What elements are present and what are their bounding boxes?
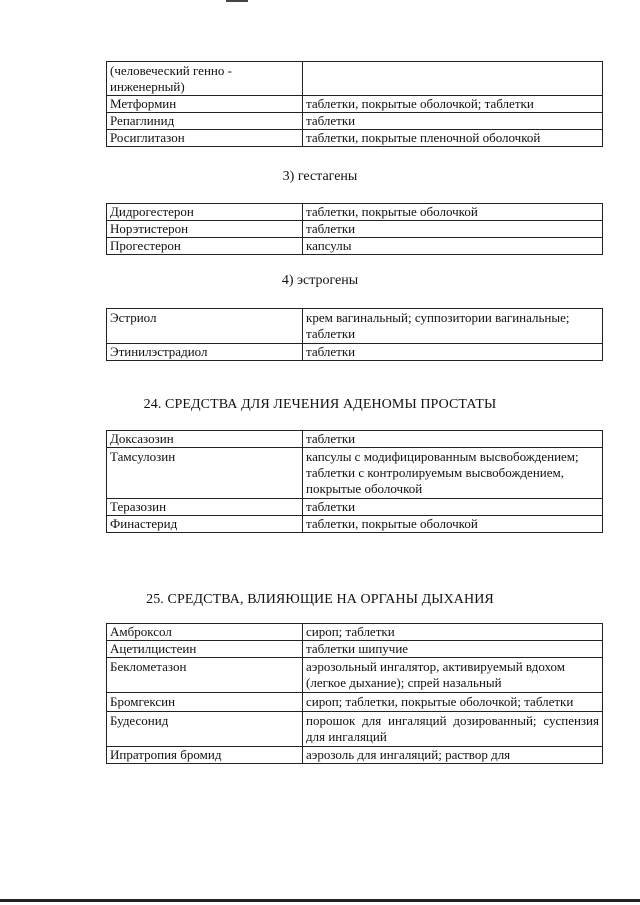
drug-name: Теразозин <box>107 499 303 516</box>
drug-form: таблетки <box>303 431 603 448</box>
table-row <box>107 641 603 658</box>
drug-form: таблетки <box>303 344 603 361</box>
drug-name: Метформин <box>107 96 303 113</box>
drug-form: крем вагинальный; суппозитории вагинальные; таблетки <box>303 309 603 344</box>
table-row <box>107 712 603 747</box>
drug-form: таблетки <box>303 113 603 130</box>
drug-form: сироп; таблетки, покрытые оболочкой; таблетки <box>303 693 603 712</box>
drug-name: (человеческий генно - инженерный) <box>107 62 303 96</box>
section-title-24: 24. СРЕДСТВА ДЛЯ ЛЕЧЕНИЯ АДЕНОМЫ ПРОСТАТЫ <box>143 397 497 412</box>
drug-name: Финастерид <box>107 516 303 533</box>
drug-form: таблетки, покрытые оболочкой; таблетки <box>303 96 603 113</box>
drug-form: таблетки, покрытые оболочкой <box>303 204 603 221</box>
drug-table-continuation <box>106 61 603 147</box>
drug-name: Бромгексин <box>107 693 303 712</box>
drug-name: Будесонид <box>107 712 303 747</box>
drug-form: порошок для ингаляций дозированный; суспензия для ингаляций <box>303 712 603 747</box>
table-row <box>107 693 603 712</box>
table-row <box>107 62 603 96</box>
table-row <box>107 448 603 499</box>
drug-form: аэрозоль для ингаляций; раствор для <box>303 747 603 764</box>
table-row <box>107 344 603 361</box>
drug-name: Доксазозин <box>107 431 303 448</box>
drug-form: капсулы с модифицированным высвобождением; таблетки с контролируемым высвобождением, покрытые оболочкой <box>303 448 603 499</box>
table-row <box>107 221 603 238</box>
section-title-estrogens: 4) эстрогены <box>281 273 359 288</box>
drug-table-gestagens <box>106 203 603 255</box>
drug-form: капсулы <box>303 238 603 255</box>
drug-table-prostate <box>106 430 603 533</box>
drug-name: Дидрогестерон <box>107 204 303 221</box>
drug-name: Амброксол <box>107 624 303 641</box>
table-row <box>107 204 603 221</box>
drug-table-respiratory <box>106 623 603 764</box>
drug-name: Росиглитазон <box>107 130 303 147</box>
table-row <box>107 113 603 130</box>
drug-name: Ипратропия бромид <box>107 747 303 764</box>
drug-form: таблетки <box>303 499 603 516</box>
section-title-gestagens: 3) гестагены <box>282 169 358 184</box>
table-row <box>107 130 603 147</box>
drug-name: Этинилэстрадиол <box>107 344 303 361</box>
table-row <box>107 747 603 764</box>
drug-name: Эстриол <box>107 309 303 344</box>
page-top-mark <box>226 0 248 2</box>
drug-form: таблетки шипучие <box>303 641 603 658</box>
drug-name: Беклометазон <box>107 658 303 693</box>
drug-name: Тамсулозин <box>107 448 303 499</box>
drug-name: Прогестерон <box>107 238 303 255</box>
drug-form: таблетки, покрытые оболочкой <box>303 516 603 533</box>
drug-form: таблетки <box>303 221 603 238</box>
drug-form: аэрозольный ингалятор, активируемый вдохом (легкое дыхание); спрей назальный <box>303 658 603 693</box>
drug-name: Ацетилцистеин <box>107 641 303 658</box>
scan-bottom-edge <box>0 899 640 902</box>
table-row <box>107 96 603 113</box>
table-row <box>107 624 603 641</box>
table-row <box>107 658 603 693</box>
drug-form <box>303 62 603 96</box>
section-title-25: 25. СРЕДСТВА, ВЛИЯЮЩИЕ НА ОРГАНЫ ДЫХАНИЯ <box>146 592 494 607</box>
drug-name: Репаглинид <box>107 113 303 130</box>
drug-table-estrogens <box>106 308 603 361</box>
table-row <box>107 238 603 255</box>
table-row <box>107 516 603 533</box>
table-row <box>107 431 603 448</box>
table-row <box>107 309 603 344</box>
drug-name: Норэтистерон <box>107 221 303 238</box>
drug-form: сироп; таблетки <box>303 624 603 641</box>
drug-form: таблетки, покрытые пленочной оболочкой <box>303 130 603 147</box>
table-row <box>107 499 603 516</box>
